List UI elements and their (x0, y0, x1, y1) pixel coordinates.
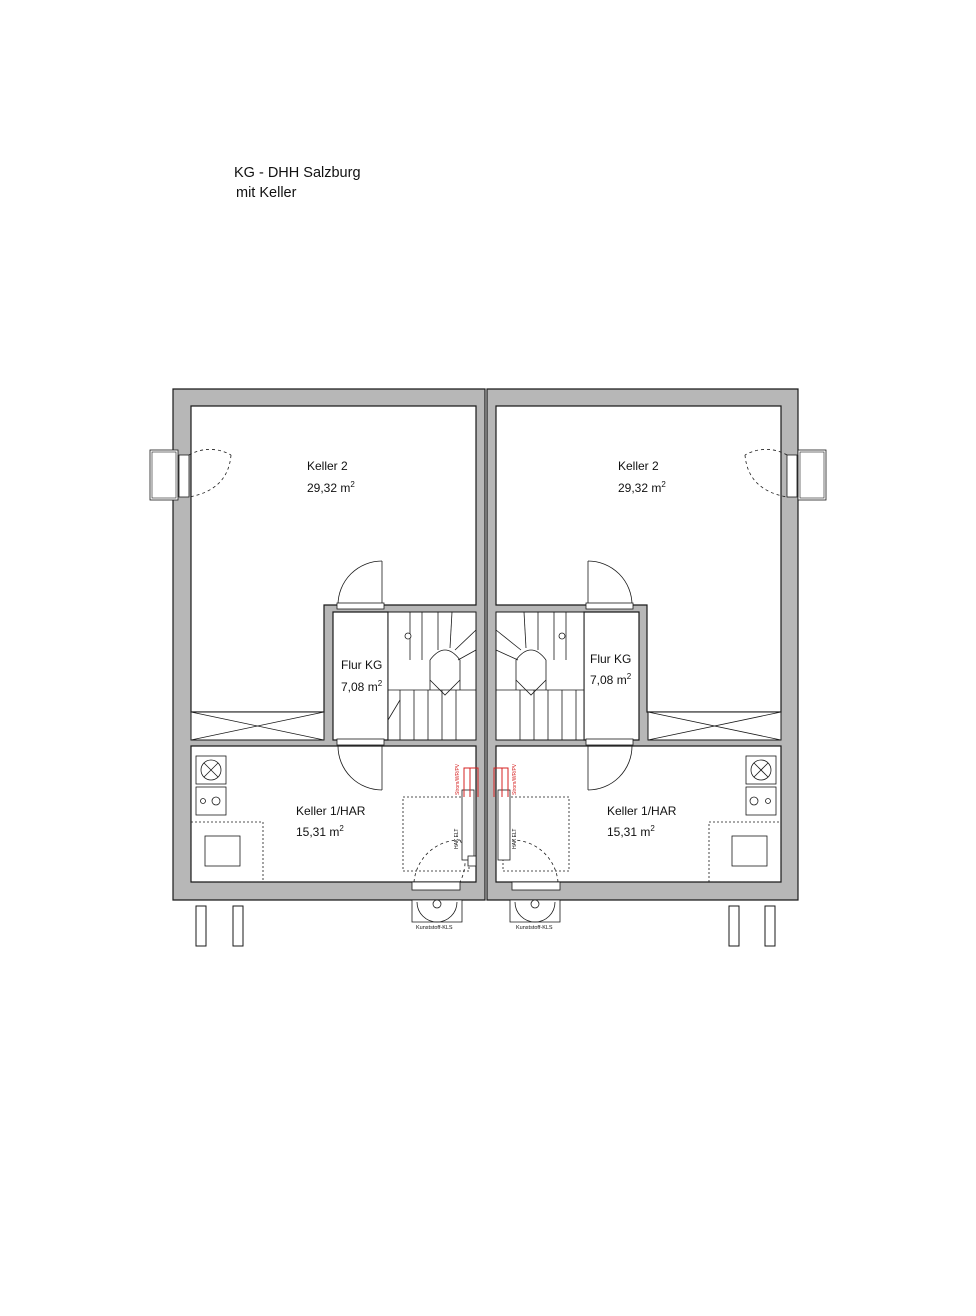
right-stair-opening (496, 612, 584, 740)
post-4 (765, 906, 775, 946)
right-keller1-name: Keller 1/HAR (607, 804, 677, 818)
left-shaft-label: Strom/WR/PV (455, 763, 461, 795)
left-hak-box (462, 790, 474, 860)
right-keller2-area: 29,32 $m^2$ (618, 480, 666, 495)
post-3 (729, 906, 739, 946)
left-door-top (337, 561, 384, 609)
exterior-posts (196, 906, 775, 946)
right-door-top (586, 561, 633, 609)
right-lightwell-label: Kunststoff-KLS (516, 925, 553, 931)
post-1 (196, 906, 206, 946)
title-line-1: KG - DHH Salzburg (234, 165, 361, 181)
left-flur-name: Flur KG (341, 658, 383, 672)
stair-openings (191, 612, 781, 740)
left-flur-area: 7,08 $m^2$ (341, 679, 383, 694)
left-keller1-area: 15,31 $m^2$ (296, 824, 344, 839)
right-keller1-area: 15,31 $m^2$ (607, 824, 655, 839)
right-keller2-name: Keller 2 (618, 459, 659, 473)
walls (173, 389, 798, 900)
left-stair-opening (388, 612, 476, 740)
left-door-bottom (337, 739, 384, 790)
right-shaft-label: Strom/WR/PV (512, 763, 518, 795)
left-lightwell (412, 840, 465, 922)
left-keller2-area: 29,32 $m^2$ (307, 480, 355, 495)
left-keller2-name: Keller 2 (307, 459, 348, 473)
title-line-2: mit Keller (236, 185, 297, 201)
post-2 (233, 906, 243, 946)
right-hak-label: HAK ELT (512, 828, 518, 849)
right-door-bottom (586, 739, 633, 790)
right-hak-box (498, 790, 510, 860)
right-flur-area: 7,08 $m^2$ (590, 672, 632, 687)
right-fixtures (498, 756, 781, 882)
left-hak-label: HAK ELT (454, 828, 460, 849)
left-boiler (205, 836, 240, 866)
left-keller1-name: Keller 1/HAR (296, 804, 366, 818)
left-fixtures (191, 756, 476, 882)
right-flur-name: Flur KG (590, 652, 632, 666)
left-lightwell-label: Kunststoff-KLS (416, 925, 453, 931)
right-boiler (732, 836, 767, 866)
right-lightwell (510, 840, 560, 922)
